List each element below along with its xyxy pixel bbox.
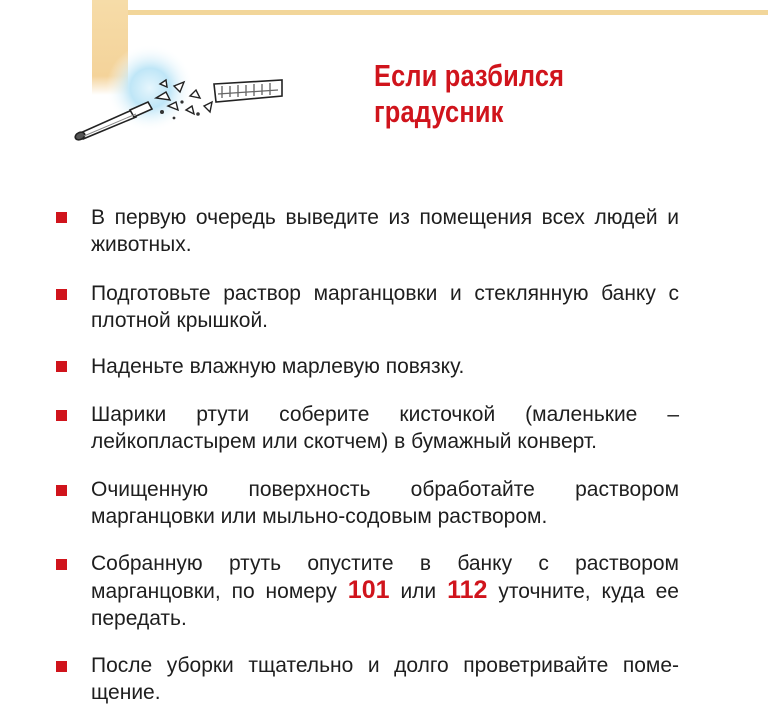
- list-item-text: После уборки тщательно и долго проветривайте поме-щение.: [91, 654, 679, 704]
- text-segment: или: [400, 580, 437, 603]
- phone-number-112: 112: [447, 576, 488, 604]
- top-rule: [92, 10, 768, 15]
- title-line-1: Если разбился: [374, 58, 565, 93]
- bullet-icon: [56, 559, 67, 570]
- bullet-icon: [56, 361, 67, 372]
- broken-thermometer-icon: [70, 40, 290, 150]
- text-segment: Собранную ртуть опустите в банку с раствором марганцовки, по номеру: [91, 552, 679, 603]
- text-segment: уточните, куда ее передать.: [91, 580, 679, 630]
- title-line-2: градусник: [374, 94, 504, 129]
- bullet-icon: [56, 661, 67, 672]
- bullet-icon: [56, 212, 67, 223]
- list-item-text: В первую очередь выведите из помещения всех людей и животных.: [91, 206, 679, 256]
- bullet-icon: [56, 410, 67, 421]
- list-item-text: Шарики ртути соберите кисточкой (маленькие – лейкопластырем или скотчем) в бумажный конверт.: [91, 403, 679, 453]
- list-item-text: [91, 550, 679, 632]
- list-item-text: Очищенную поверхность обработайте раствором марганцовки или мыльно-содовым раствором.: [91, 478, 679, 528]
- phone-number-101: 101: [347, 576, 390, 604]
- page-title: [374, 58, 653, 130]
- bullet-icon: [56, 485, 67, 496]
- list-item-text: Наденьте влажную марлевую повязку.: [91, 355, 465, 378]
- bullet-icon: [56, 289, 67, 300]
- list-item-text: Подготовьте раствор марганцовки и стеклянную банку с плотной крышкой.: [91, 282, 679, 332]
